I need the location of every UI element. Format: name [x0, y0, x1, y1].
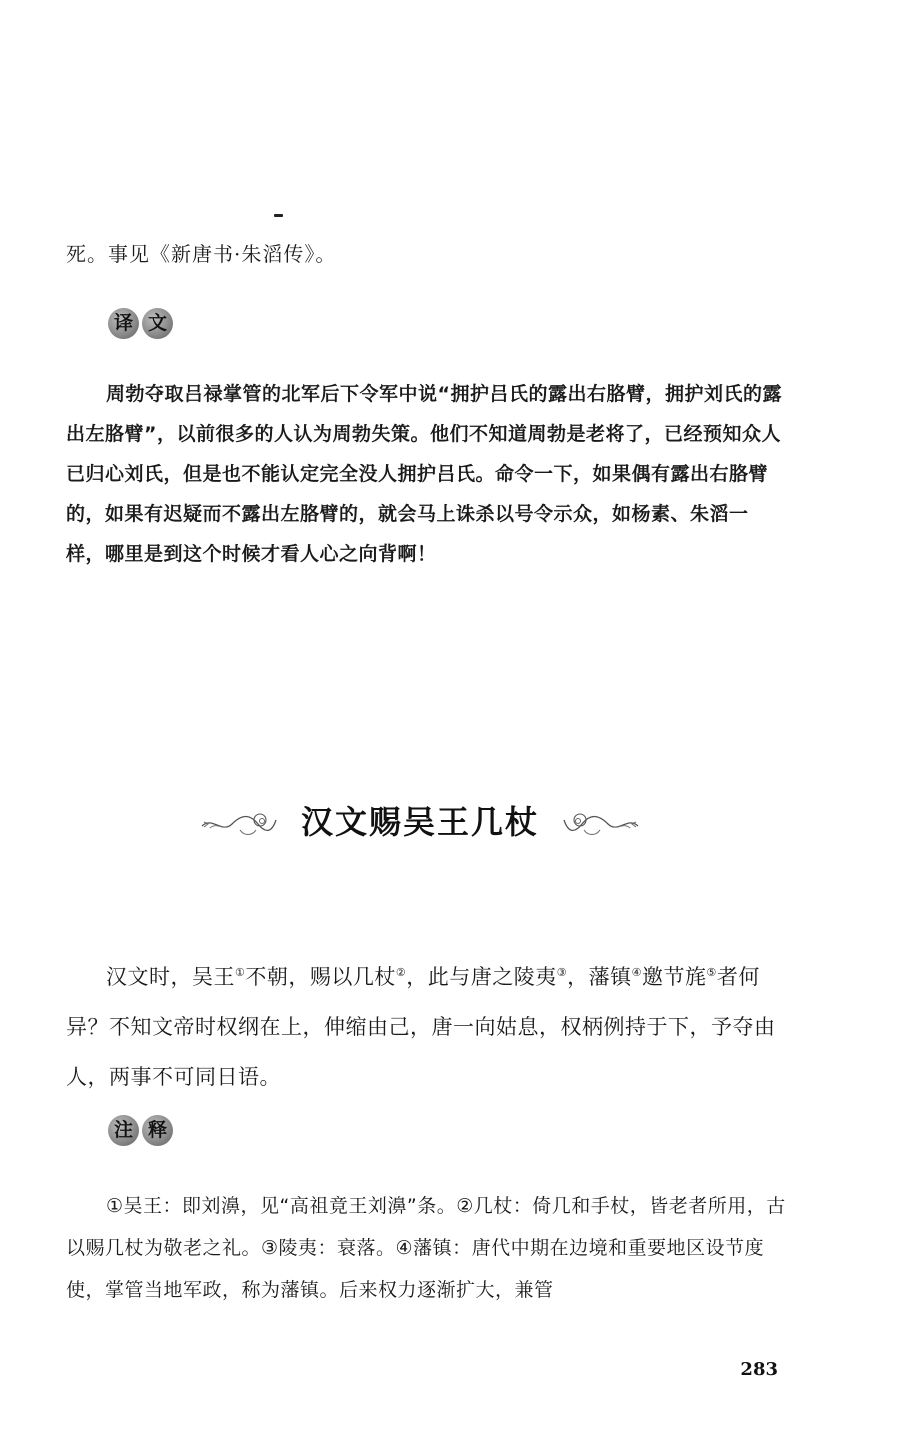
main-text-segment: 汉文时，吴王 [106, 965, 235, 989]
note-ref: ④ [631, 966, 642, 979]
notes-heading-char: 释 [142, 1115, 173, 1146]
translation-heading-char: 译 [108, 308, 139, 339]
main-text-segment: ，此与唐之陵夷 [406, 965, 557, 989]
notes-text: ①吴王：即刘濞，见“高祖竟王刘濞”条。②几杖：倚几和手杖，皆老者所用，古以赐几杖为敬老之礼。③陵夷：衰落。④藩镇：唐代中期在边境和重要地区设节度使，掌管当地军政，称为藩镇。后来权力逐渐扩大，兼管 [66, 1195, 786, 1301]
note-ref: ② [395, 966, 407, 979]
translation-heading [108, 308, 173, 339]
note-ref: ① [235, 966, 246, 979]
right-flourish-icon [562, 806, 640, 840]
main-text-segment: 不朝，赐以几杖 [245, 965, 396, 989]
print-mark [274, 214, 283, 217]
translation-heading-char: 文 [142, 308, 173, 339]
page-number: 283 [740, 1359, 778, 1380]
section-title-block [0, 796, 912, 852]
note-ref: ⑤ [706, 966, 717, 979]
notes-heading [108, 1115, 173, 1146]
translation-text: 周勃夺取吕禄掌管的北军后下令军中说“拥护吕氏的露出右胳臂，拥护刘氏的露出左胳臂”，以前很多的人认为周勃失策。他们不知道周勃是老将了，已经预知众人已归心刘氏，但是也不能认定完全没人拥护吕氏。命令一下，如果偶有露出右胳臂的，如果有迟疑而不露出左胳臂的，就会马上诛杀以号令示众，如杨素、朱滔一样，哪里是到这个时候才看人心之向背啊！ [66, 383, 782, 565]
main-text [66, 952, 786, 1102]
section-title: 汉文赐吴王几杖 [300, 803, 539, 841]
notes-heading-char: 注 [108, 1115, 139, 1146]
main-text-segment: 者何异？不知文帝时权纲在上，伸缩由己，唐一向姑息，权柄例持于下，予夺由人，两事不可同日语。 [66, 965, 776, 1089]
main-text-segment: ，藩镇 [567, 965, 632, 989]
main-text-segment: 邀节旄 [642, 965, 707, 989]
continued-note-text: 死。事见《新唐书·朱滔传》。 [66, 242, 337, 266]
note-ref: ③ [556, 966, 568, 979]
